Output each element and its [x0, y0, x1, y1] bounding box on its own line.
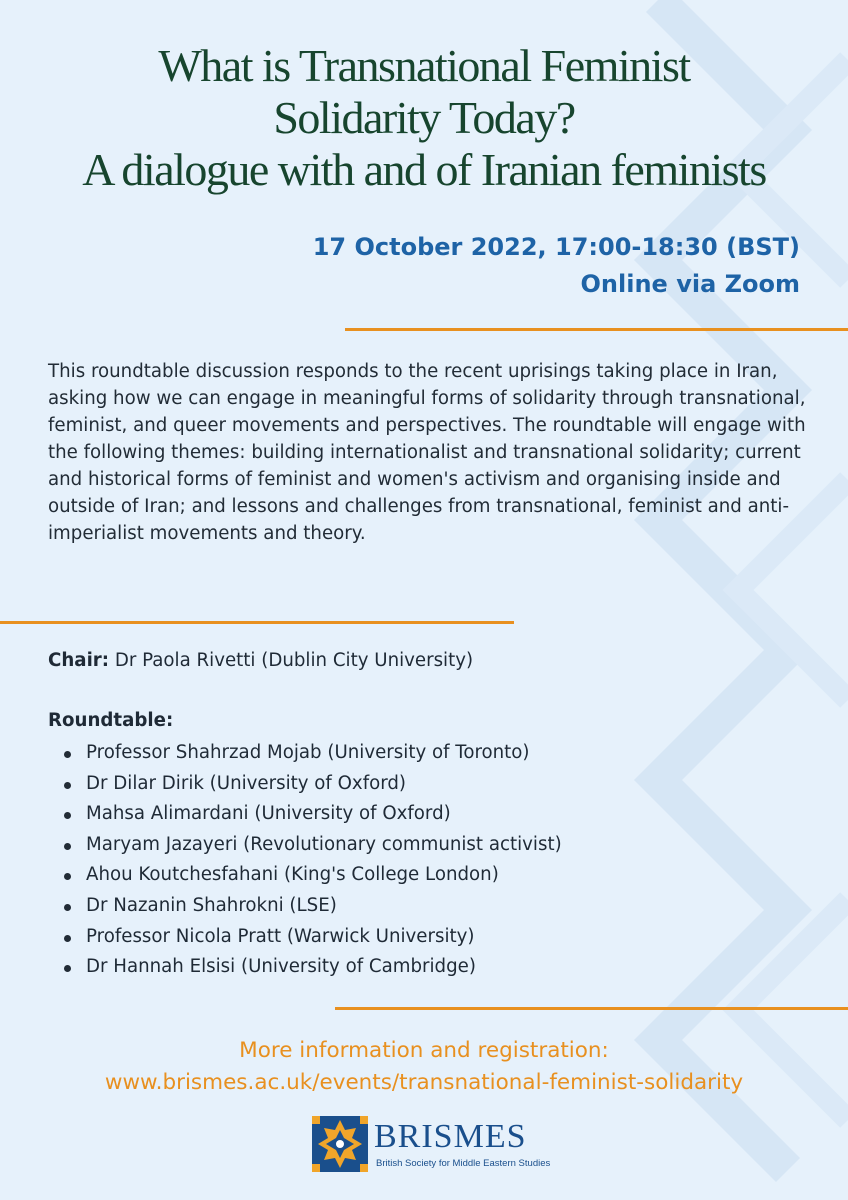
roundtable-member: Dr Dilar Dirik (University of Oxford): [86, 772, 407, 794]
roundtable-member: Professor Nicola Pratt (Warwick University): [86, 925, 475, 947]
bullet-icon: [64, 751, 71, 758]
list-item: [64, 952, 562, 983]
list-item: [64, 738, 562, 769]
list-item: [64, 799, 562, 830]
bullet-icon: [64, 843, 71, 850]
registration-label: More information and registration:: [239, 1038, 609, 1063]
roundtable-member: Maryam Jazayeri (Revolutionary communist activist): [86, 833, 562, 855]
list-item: [64, 860, 562, 891]
event-description: This roundtable discussion responds to the recent uprisings taking place in Iran, asking how we can engage in meaningful forms of solidarity through transnational, feminist, and queer movements and perspectives. The roundtable will engage with the following themes: building internationalist and transnational solidarity; current and historical forms of feminist and women's activism and organising inside and outside of Iran; and lessons and challenges from transnational, feminist and anti-imperialist movements and theory.: [48, 361, 806, 544]
bullet-icon: [64, 782, 71, 789]
geometric-star-pattern-icon: [312, 1116, 368, 1172]
divider-middle: [0, 621, 514, 624]
title-line-1: What is Transnational Feminist: [158, 40, 690, 91]
list-item: [64, 891, 562, 922]
list-item: [64, 922, 562, 953]
list-item: [64, 769, 562, 800]
bullet-icon: [64, 904, 71, 911]
bullet-icon: [64, 812, 71, 819]
event-date-time: 17 October 2022, 17:00-18:30 (BST): [312, 233, 800, 261]
brismes-logo: [312, 1114, 552, 1176]
roundtable-member: Dr Hannah Elsisi (University of Cambridge): [86, 956, 476, 978]
page-title: [0, 40, 848, 196]
bullet-icon: [64, 873, 71, 880]
divider-bottom: [335, 1007, 848, 1010]
roundtable-member: Ahou Koutchesfahani (King's College London): [86, 864, 499, 886]
roundtable-member: Mahsa Alimardani (University of Oxford): [86, 803, 451, 825]
chair-line: [48, 650, 473, 671]
title-line-2: Solidarity Today?: [273, 92, 575, 143]
divider-top: [345, 328, 848, 331]
roundtable-list: [64, 738, 562, 983]
bullet-icon: [64, 965, 71, 972]
chair-name: Dr Paola Rivetti (Dublin City University): [114, 650, 474, 671]
chair-label: Chair:: [48, 650, 110, 671]
event-venue: Online via Zoom: [580, 270, 800, 298]
logo-name: BRISMES: [374, 1118, 527, 1155]
roundtable-heading: Roundtable:: [48, 710, 174, 731]
roundtable-member: Dr Nazanin Shahrokni (LSE): [86, 894, 337, 916]
bullet-icon: [64, 935, 71, 942]
title-line-3: A dialogue with and of Iranian feminists: [82, 144, 766, 195]
roundtable-member: Professor Shahrzad Mojab (University of Toronto): [86, 742, 530, 763]
logo-tagline: British Society for Middle Eastern Studies: [376, 1158, 551, 1169]
registration-link[interactable]: www.brismes.ac.uk/events/transnational-feminist-solidarity: [104, 1070, 744, 1095]
list-item: [64, 830, 562, 861]
